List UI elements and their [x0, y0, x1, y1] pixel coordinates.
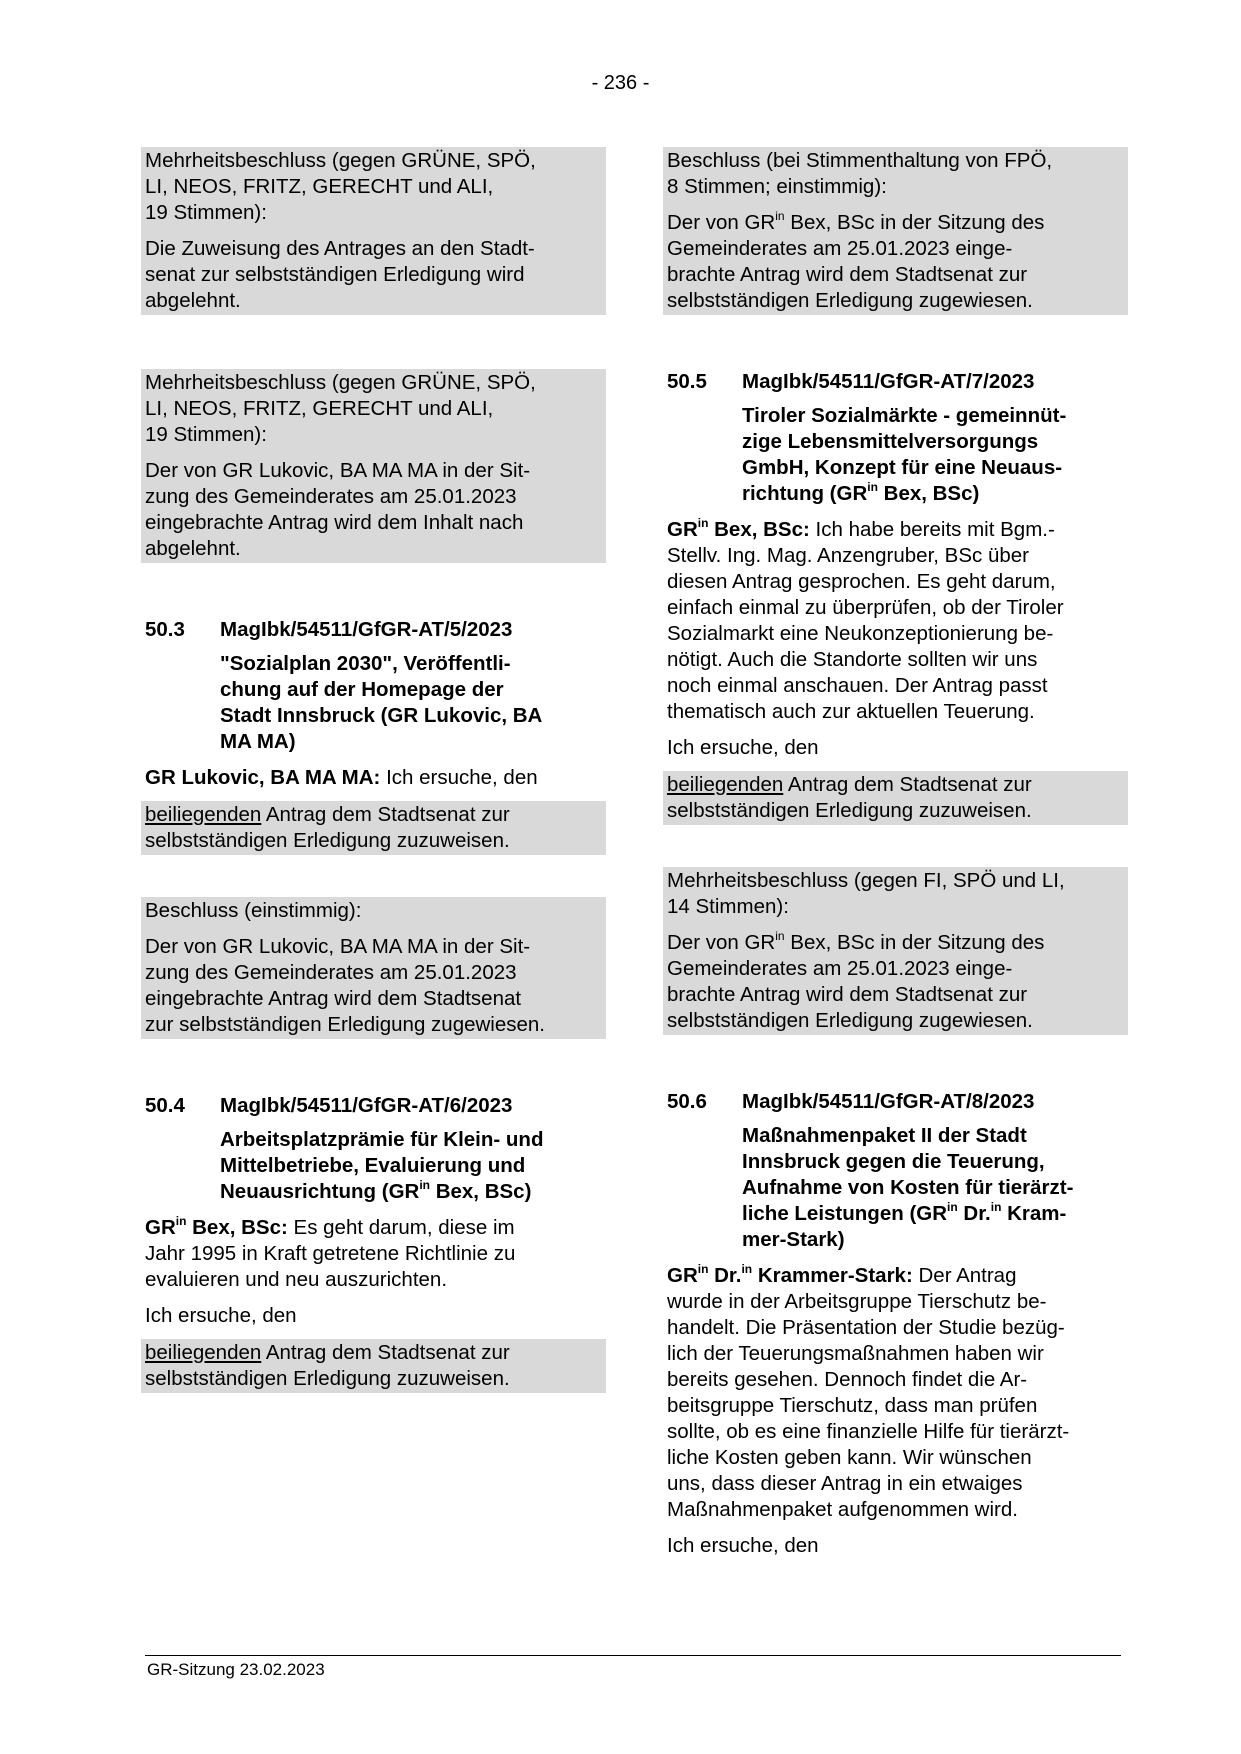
item-reference: MagIbk/54511/GfGR-AT/5/2023 [220, 618, 513, 641]
item-title: Arbeitsplatzprämie für Klein- und Mittelbetriebe, Evaluierung und Neuausrichtung ($GR^{in}$ Bex, BSc) [220, 1128, 544, 1203]
resolution-text: Der von $GR^{in}$ Bex, BSc in der Sitzung des Gemeinderates am 25.01.2023 einge- brachte Antrag wird dem Stadtsenat zur selbstständigen Erledigung zugewiesen. [667, 929, 1045, 1032]
speaker-name: GR Lukovic, BA MA MA: [145, 766, 381, 789]
agenda-item-heading [667, 369, 1124, 395]
motion-box: beiliegenden Antrag dem Stadtsenat zur selbstständigen Erledigung zuzuweisen. [141, 801, 606, 855]
request-text: Ich ersuche, den [667, 736, 819, 759]
resolution-box [141, 897, 606, 1039]
item-title: Tiroler Sozialmärkte - gemeinnüt- zige Lebensmittelversorgungs GmbH, Konzept für eine Neuaus- richtung ($GR^{in}$ Bex, BSc) [742, 404, 1067, 505]
page-number: - 236 - [591, 72, 650, 94]
speaker-paragraph: $GR^{in}$ Dr.$^{in}$ Krammer-Stark: Der Antrag wurde in der Arbeitsgruppe Tierschutz be- handelt. Die Präsentation der Studie bezüg- lich der Teuerungsmaßnahmen haben wir bereits gesehen. Dennoch findet die Ar- beitsgruppe Tierschutz, dass man prüfen sollte, ob es eine finanzielle Hilfe für tierärzt- liche Kosten geben kann. Wir wünschen uns, dass dieser Antrag in ein etwaiges Maßnahmenpaket aufgenommen wird. [667, 1262, 1070, 1521]
resolution-box [663, 147, 1128, 315]
resolution-heading: Mehrheitsbeschluss (gegen GRÜNE, SPÖ, LI, NEOS, FRITZ, GERECHT und ALI, 19 Stimmen): [145, 371, 536, 446]
resolution-text: Der von $GR^{in}$ Bex, BSc in der Sitzung des Gemeinderates am 25.01.2023 einge- brachte Antrag wird dem Stadtsenat zur selbstständigen Erledigung zugewiesen. [667, 209, 1045, 312]
resolution-heading: Mehrheitsbeschluss (gegen GRÜNE, SPÖ, LI, NEOS, FRITZ, GERECHT und ALI, 19 Stimmen): [145, 149, 536, 224]
speaker-name: $GR^{in}$ Bex, BSc: [145, 1214, 288, 1239]
resolution-text: Die Zuweisung des Antrages an den Stadt- senat zur selbstständigen Erledigung wird abgelehnt. [145, 237, 535, 312]
agenda-item-heading [145, 617, 602, 643]
resolution-box [141, 369, 606, 563]
footer: GR-Sitzung 23.02.2023 [147, 1660, 325, 1679]
motion-box: beiliegenden Antrag dem Stadtsenat zur selbstständigen Erledigung zuzuweisen. [141, 1339, 606, 1393]
resolution-text: Der von GR Lukovic, BA MA MA in der Sit- zung des Gemeinderates am 25.01.2023 eingebrachte Antrag wird dem Stadtsenat zur selbstständigen Erledigung zugewiesen. [145, 935, 546, 1036]
resolution-heading: Mehrheitsbeschluss (gegen FI, SPÖ und LI, 14 Stimmen): [667, 869, 1065, 918]
resolution-box [141, 147, 606, 315]
right-column [667, 147, 1124, 1559]
item-reference: MagIbk/54511/GfGR-AT/6/2023 [220, 1094, 513, 1117]
item-title: "Sozialplan 2030", Veröffentli- chung auf der Homepage der Stadt Innsbruck (GR Lukovic, BA MA MA) [220, 652, 543, 753]
speaker-name: $GR^{in}$ Dr.$^{in}$ Krammer-Stark: [667, 1262, 913, 1287]
item-number: 50.5 [667, 370, 707, 393]
request-text: Ich ersuche, den [145, 1304, 297, 1327]
item-reference: MagIbk/54511/GfGR-AT/7/2023 [742, 370, 1035, 393]
request-text: Ich ersuche, den [667, 1534, 819, 1557]
item-reference: MagIbk/54511/GfGR-AT/8/2023 [742, 1090, 1035, 1113]
item-number: 50.4 [145, 1094, 185, 1117]
footer-divider [145, 1655, 1121, 1656]
resolution-heading: Beschluss (bei Stimmenthaltung von FPÖ, 8 Stimmen; einstimmig): [667, 149, 1053, 198]
left-column [145, 147, 602, 1393]
item-number: 50.6 [667, 1090, 707, 1113]
agenda-item-heading [667, 1089, 1124, 1115]
motion-box: beiliegenden Antrag dem Stadtsenat zur selbstständigen Erledigung zuzuweisen. [663, 771, 1128, 825]
speaker-paragraph: $GR^{in}$ Bex, BSc: Ich habe bereits mit Bgm.- Stellv. Ing. Mag. Anzengruber, BSc über diesen Antrag gesprochen. Es geht darum, einfach einmal zu überprüfen, ob der Tiroler Sozialmarkt eine Neukonzeptionierung be- nötigt. Auch die Standorte sollten wir uns noch einmal anschauen. Der Antrag passt thematisch auch zur aktuellen Teuerung. [667, 516, 1064, 723]
agenda-item-heading [145, 1093, 602, 1119]
item-title: Maßnahmenpaket II der Stadt Innsbruck gegen die Teuerung, Aufnahme von Kosten für tierärzt- liche Leistungen ($GR^{in}$ Dr.$^{in}$ Kram- mer-Stark) [742, 1124, 1074, 1251]
item-number: 50.3 [145, 618, 185, 641]
speaker-name: $GR^{in}$ Bex, BSc: [667, 516, 810, 541]
speaker-paragraph: GR Lukovic, BA MA MA: Ich ersuche, den [145, 766, 538, 789]
resolution-text: Der von GR Lukovic, BA MA MA in der Sit- zung des Gemeinderates am 25.01.2023 eingebrachte Antrag wird dem Inhalt nach abgelehnt. [145, 459, 531, 560]
resolution-box [663, 867, 1128, 1035]
resolution-heading: Beschluss (einstimmig): [145, 899, 362, 922]
speaker-paragraph: $GR^{in}$ Bex, BSc: Es geht darum, diese im Jahr 1995 in Kraft getretene Richtlinie zu evaluieren und neu auszurichten. [145, 1214, 516, 1291]
